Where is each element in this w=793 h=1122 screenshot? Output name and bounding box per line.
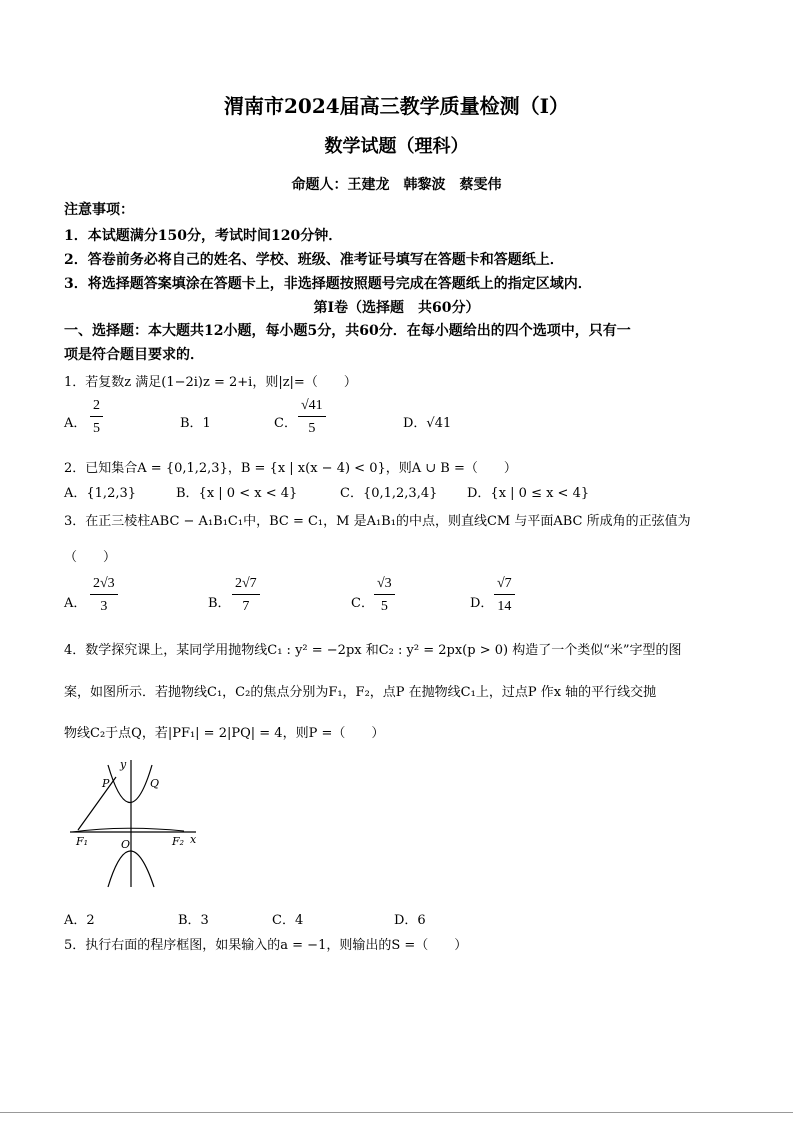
q4-stem-line: 案，如图所示．若抛物线C₁，C₂的焦点分别为F₁，F₂，点P 在抛物线C₁上，过点P 作x 轴的平行线交抛 [64,685,657,700]
q4-option-d: D．6 [394,913,426,928]
q3-answer-paren: （ ） [64,550,117,565]
notice-item: 2．答卷前务必将自己的姓名、学校、班级、准考证号填写在答题卡和答题纸上． [64,252,564,268]
part-instructions: 一、选择题：本大题共12小题，每小题5分，共60分．在每小题给出的四个选项中，只有一 [64,323,631,339]
segment-pf1 [78,777,116,830]
q5-stem: 5．执行右面的程序框图，如果输入的a = −1，则输出的S =（ ） [64,938,468,953]
q4-option-b: B．3 [178,913,209,928]
q1-option-a: A． [64,416,87,431]
label-o: O [121,838,131,851]
label-f1: F₁ [76,835,89,848]
q4-stem-line: 4．数学探究课上，某同学用抛物线C₁ : y² = −2px 和C₂ : y² = 2px(p > 0) 构造了一个类似“米”字型的图 [64,643,682,658]
q1-stem: 1．若复数z 满足(1−2i)z = 2+i，则|z|=（ ） [64,375,357,390]
denominator: 7 [242,599,250,614]
label-x: x [190,833,197,846]
numerator: 2√7 [232,576,260,595]
notice-item: 1．本试题满分150分，考试时间120分钟． [64,228,343,244]
q1-option-d: D．√41 [403,416,452,431]
denominator: 5 [308,421,316,436]
q4-option-a: A．2 [64,913,95,928]
label-y: y [120,758,127,771]
q2-stem: 2．已知集合A = {0,1,2,3}，B = {x | x(x − 4) < 0}，则A ∪ B =（ ） [64,461,517,476]
q2-option-a: A．{1,2,3} [64,486,137,501]
q4-option-c: C．4 [272,913,304,928]
denominator: 14 [497,599,512,614]
q3-option-d: D． [470,596,494,611]
part-instructions: 项是符合题目要求的． [64,347,204,363]
q3-option-a: A． [64,596,87,611]
denominator: 5 [380,599,388,614]
numerator: √7 [494,576,515,595]
authors: 命题人：王建龙 韩黎波 蔡雯伟 [291,177,502,193]
q3-option-b: B． [208,596,231,611]
q2-option-b: B．{x | 0 < x < 4} [176,486,298,501]
numerator: 2 [90,398,103,417]
numerator: √41 [298,398,326,417]
denominator: 5 [93,421,100,436]
denominator: 3 [100,599,108,614]
notice-item: 3．将选择题答案填涂在答题卡上，非选择题按照题号完成在答题纸上的指定区域内． [64,276,592,292]
q1-option-c: C． [274,416,297,431]
label-q: Q [150,777,160,790]
q2-options [64,482,744,500]
label-f2: F₂ [172,835,185,848]
page-bottom-divider [0,1112,793,1113]
q2-option-c: C．{0,1,2,3,4} [340,486,438,501]
parabola-c1 [108,765,152,803]
parabola-figure [64,755,214,890]
label-p: P [102,777,110,790]
numerator: √3 [374,576,395,595]
notice-heading: 注意事项： [64,202,134,218]
q3-stem: 3．在正三棱柱ABC − A₁B₁C₁中，BC = C₁，M 是A₁B₁的中点，则直线CM 与平面ABC 所成角的正弦值为 [64,514,691,529]
q4-options [64,909,564,927]
numerator: 2√3 [90,576,118,595]
q1-option-b: B．1 [180,416,211,431]
q2-option-d: D．{x | 0 ≤ x < 4} [467,486,590,501]
q4-stem-line: 物线C₂于点Q，若|PF₁| = 2|PQ| = 4，则P =（ ） [64,726,385,741]
section-heading: 第Ⅰ卷（选择题 共60分） [313,300,480,316]
page-subtitle: 数学试题（理科） [324,136,469,157]
q3-option-c: C． [351,596,374,611]
page-title: 渭南市2024届高三教学质量检测（Ⅰ） [223,94,570,118]
